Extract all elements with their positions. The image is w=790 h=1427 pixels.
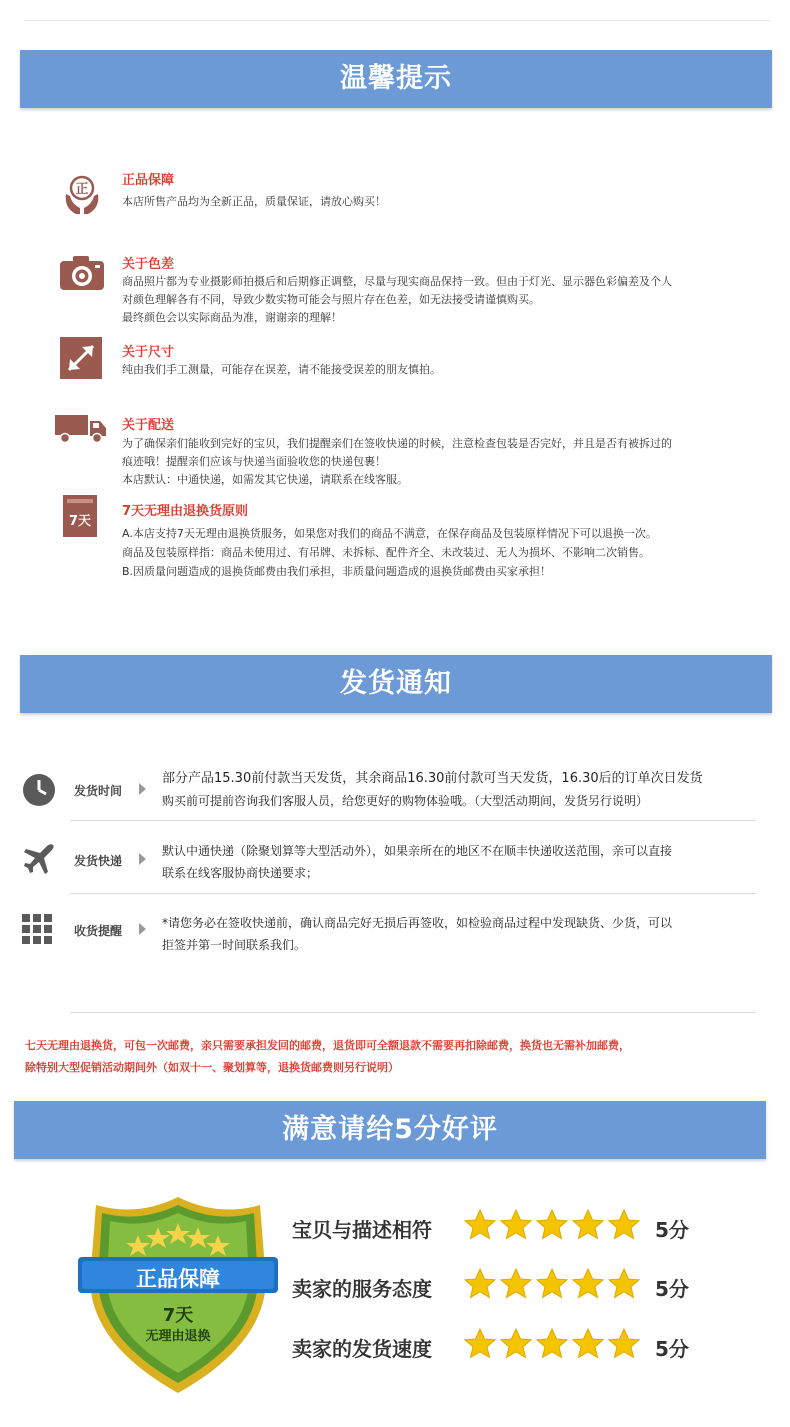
badge-title: 正品保障 [136,1267,220,1291]
star-icon [572,1209,604,1241]
row-divider [70,893,756,894]
shipping-time-text: 部分产品15.30前付款当天发货，其余商品16.30前付款可当天发货，16.30后的订单次日发货 购买前可提前咨询我们客服人员，给您更好的购物体验哦。（大型活动期间，发货另行说明） [162,771,703,808]
star-icon [536,1328,568,1360]
tip-text-delivery: 为了确保亲们能收到完好的宝贝，我们提醒亲们在签收快递的时候，注意检查包装是否完好，并且是否有被拆过的 痕迹哦！提醒亲们应该与快递当面验收您的快递包裹！ 本店默认：中通快递，如需发其它快递，请联系在线客服。 [122,437,672,486]
return-postage-note: 七天无理由退换货，可包一次邮费，亲只需要承担发回的邮费，退货即可全额退款不需要再扣除邮费，换货也无需补加邮费， 除特别大型促销活动期间外（如双十一、聚划算等，退换货邮费则另行说明） [25,1039,630,1074]
row-divider [70,1012,756,1013]
airplane-icon [22,842,56,880]
arrow-right-icon [139,923,146,935]
star-icon [608,1328,640,1360]
star-icon [464,1209,496,1241]
star-icon [500,1268,532,1300]
tip-title-size: 关于尺寸 [122,345,175,360]
genuine-icon-label: 正 [75,182,89,197]
shipping-time-label: 发货时间 [74,784,123,798]
star-icon [608,1268,640,1300]
top-divider [24,20,770,21]
shipping-express-label: 发货快递 [74,854,123,868]
star-icon [536,1268,568,1300]
rating-label-service: 卖家的服务态度 [292,1277,432,1301]
tip-title-genuine: 正品保障 [122,173,175,188]
receipt-reminder-text: *请您务必在签收快递前，确认商品完好无损后再签收，如检验商品过程中发现缺货、少货，可以 拒签并第一时间联系我们。 [162,916,673,952]
shipping-express-text: 默认中通快递（除聚划算等大型活动外），如果亲所在的地区不在顺丰快递收送范围，亲可以直接 联系在线客服协商快递要求； [162,844,673,880]
arrow-right-icon [139,783,146,795]
tip-title-delivery: 关于配送 [122,418,175,433]
star-icon [572,1268,604,1300]
rating-score-speed: 5分 [655,1337,689,1361]
rating-stars-service [464,1268,640,1300]
seven-day-icon [63,495,97,541]
resize-arrow-icon [60,337,102,383]
rating-banner: 满意请给5分好评 [14,1101,766,1159]
warm-tips-banner: 温馨提示 [20,50,772,108]
genuine-badge [78,1195,278,1395]
star-icon [464,1268,496,1300]
tip-title-color: 关于色差 [122,257,175,272]
arrow-right-icon [139,853,146,865]
clock-icon [22,773,56,811]
tip-text-return: A.本店支持7天无理由退换货服务，如果您对我们的商品不满意，在保存商品及包装原样情况下可以退换一次。 商品及包装原样指：商品未使用过、有吊牌、未拆标、配件齐全、未改装过、无人为损坏、不影响二次销售。 B.因质量问题造成的退换货邮费由我们承担，非质量问题造成的退换货邮费由买家承担！ [122,527,657,578]
rating-score-service: 5分 [655,1277,689,1301]
badge-days: 7天 [162,1305,194,1326]
star-icon [572,1328,604,1360]
rating-stars-description [464,1209,640,1241]
tip-text-genuine: 本店所售产品均为全新正品，质量保证，请放心购买！ [122,195,386,208]
tip-text-size: 纯由我们手工测量，可能存在误差，请不能接受误差的朋友慎拍。 [122,363,441,376]
star-icon [608,1209,640,1241]
seven-day-icon-label: 7天 [68,514,92,529]
tip-title-return: 7天无理由退换货原则 [122,504,249,519]
rating-label-speed: 卖家的发货速度 [292,1337,432,1361]
star-icon [464,1328,496,1360]
star-icon [500,1328,532,1360]
star-icon [536,1209,568,1241]
badge-subtitle: 无理由退换 [145,1329,211,1344]
truck-icon [55,413,107,447]
genuine-hands-icon [62,174,102,222]
star-icon [500,1209,532,1241]
rating-score-description: 5分 [655,1218,689,1242]
tip-text-color: 商品照片都为专业摄影师拍摄后和后期修正调整，尽量与现实商品保持一致。但由于灯光、显示器色彩偏差及个人 对颜色理解各有不同，导致少数实物可能会与照片存在色差，如无法接受请谨慎购买。 最终颜色会以实际商品为准，谢谢亲的理解！ [122,275,672,324]
shipping-banner: 发货通知 [20,655,772,713]
camera-icon [59,255,105,295]
grid-icon [22,914,52,948]
rating-stars-speed [464,1328,640,1360]
rating-label-description: 宝贝与描述相符 [292,1218,432,1242]
row-divider [70,820,756,821]
receipt-reminder-label: 收货提醒 [74,924,123,938]
